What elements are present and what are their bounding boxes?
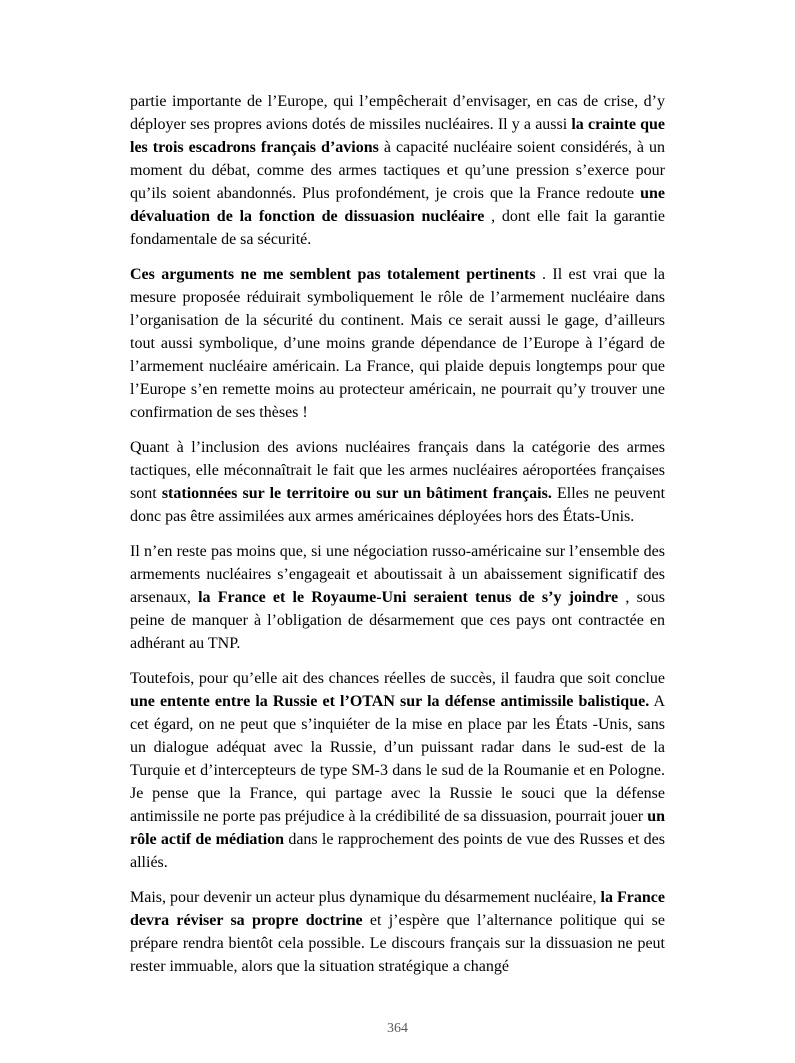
paragraph: [130, 263, 665, 424]
bold-text-run: une entente entre la Russie et l’OTAN sur la défense antimissile balistique.: [130, 693, 650, 710]
paragraph: [130, 667, 665, 874]
text-run: . Il est vrai que la mesure proposée réduirait symboliquement le rôle de l’armement nucléaire dans l’organisation de la sécurité du continent. Mais ce serait aussi le gage, d’ailleurs tout aussi symbolique, d’une moins grande dépendance de l’Europe à l’égard de l’armement nucléaire américain. La France, qui plaide depuis longtemps pour que l’Europe s’en remette moins au protecteur américain, ne pourrait qu’y trouver une confirmation de ses thèses !: [130, 266, 665, 421]
text-run: , sous peine de manquer à l’obligation de désarmement que ces pays ont contractée en adhérant au TNP.: [130, 589, 666, 652]
text-run: , dont elle fait la garantie fondamentale de sa sécurité.: [130, 208, 665, 248]
bold-text-run: un rôle actif de médiation: [130, 808, 665, 848]
bold-text-run: stationnées sur le territoire ou sur un bâtiment français.: [161, 485, 552, 502]
bold-text-run: Ces arguments ne me semblent pas totalement pertinents: [130, 266, 536, 283]
text-run: dans le rapprochement des points de vue des Russes et des alliés.: [130, 831, 665, 871]
bold-text-run: une dévaluation de la fonction de dissuasion nucléaire: [130, 185, 665, 225]
text-run: partie importante de l’Europe, qui l’empêcherait d’envisager, en cas de crise, d’y déployer ses propres avions dotés de missiles nucléaires. Il y a aussi: [130, 93, 665, 133]
text-run: Mais, pour devenir un acteur plus dynamique du désarmement nucléaire,: [130, 889, 601, 906]
bold-text-run: la France devra réviser sa propre doctrine: [130, 889, 665, 929]
text-run: Quant à l’inclusion des avions nucléaires français dans la catégorie des armes tactiques, elle méconnaîtrait le fait que les armes nucléaires aéroportées françaises sont: [130, 439, 665, 502]
bold-text-run: la crainte que les trois escadrons français d’avions: [130, 116, 665, 156]
text-run: Il n’en reste pas moins que, si une négociation russo-américaine sur l’ensemble des armements nucléaires s’engageait et aboutissait à un abaissement significatif des arsenaux,: [130, 543, 665, 606]
page-number: 364: [387, 1021, 408, 1036]
paragraph: [130, 540, 665, 655]
page-footer: [0, 1021, 795, 1037]
paragraph: [130, 90, 665, 251]
text-run: et j’espère que l’alternance politique qui se prépare rendra bientôt cela possible. Le discours français sur la dissuasion ne peut rester immuable, alors que la situation stratégique a changé: [130, 912, 666, 975]
text-run: Toutefois, pour qu’elle ait des chances réelles de succès, il faudra que soit conclue: [130, 670, 665, 687]
paragraph: [130, 436, 665, 528]
text-run: Elles ne peuvent donc pas être assimilées aux armes américaines déployées hors des États-Unis.: [130, 485, 666, 525]
bold-text-run: la France et le Royaume-Uni seraient tenus de s’y joindre: [198, 589, 619, 606]
page-body: [130, 90, 665, 978]
text-run: A cet égard, on ne peut que s’inquiéter de la mise en place par les États -Unis, sans un dialogue adéquat avec la Russie, d’un puissant radar dans le sud-est de la Turquie et d’intercepteurs de type SM-3 dans le sud de la Roumanie et en Pologne. Je pense que la France, qui partage avec la Russie le souci que la défense antimissile ne porte pas préjudice à la crédibilité de sa dissuasion, pourrait jouer: [130, 693, 666, 825]
paragraph: [130, 886, 665, 978]
text-run: à capacité nucléaire soient considérés, à un moment du débat, comme des armes tactiques et qu’une pression s’exerce pour qu’ils soient abandonnés. Plus profondément, je crois que la France redoute: [130, 139, 666, 202]
